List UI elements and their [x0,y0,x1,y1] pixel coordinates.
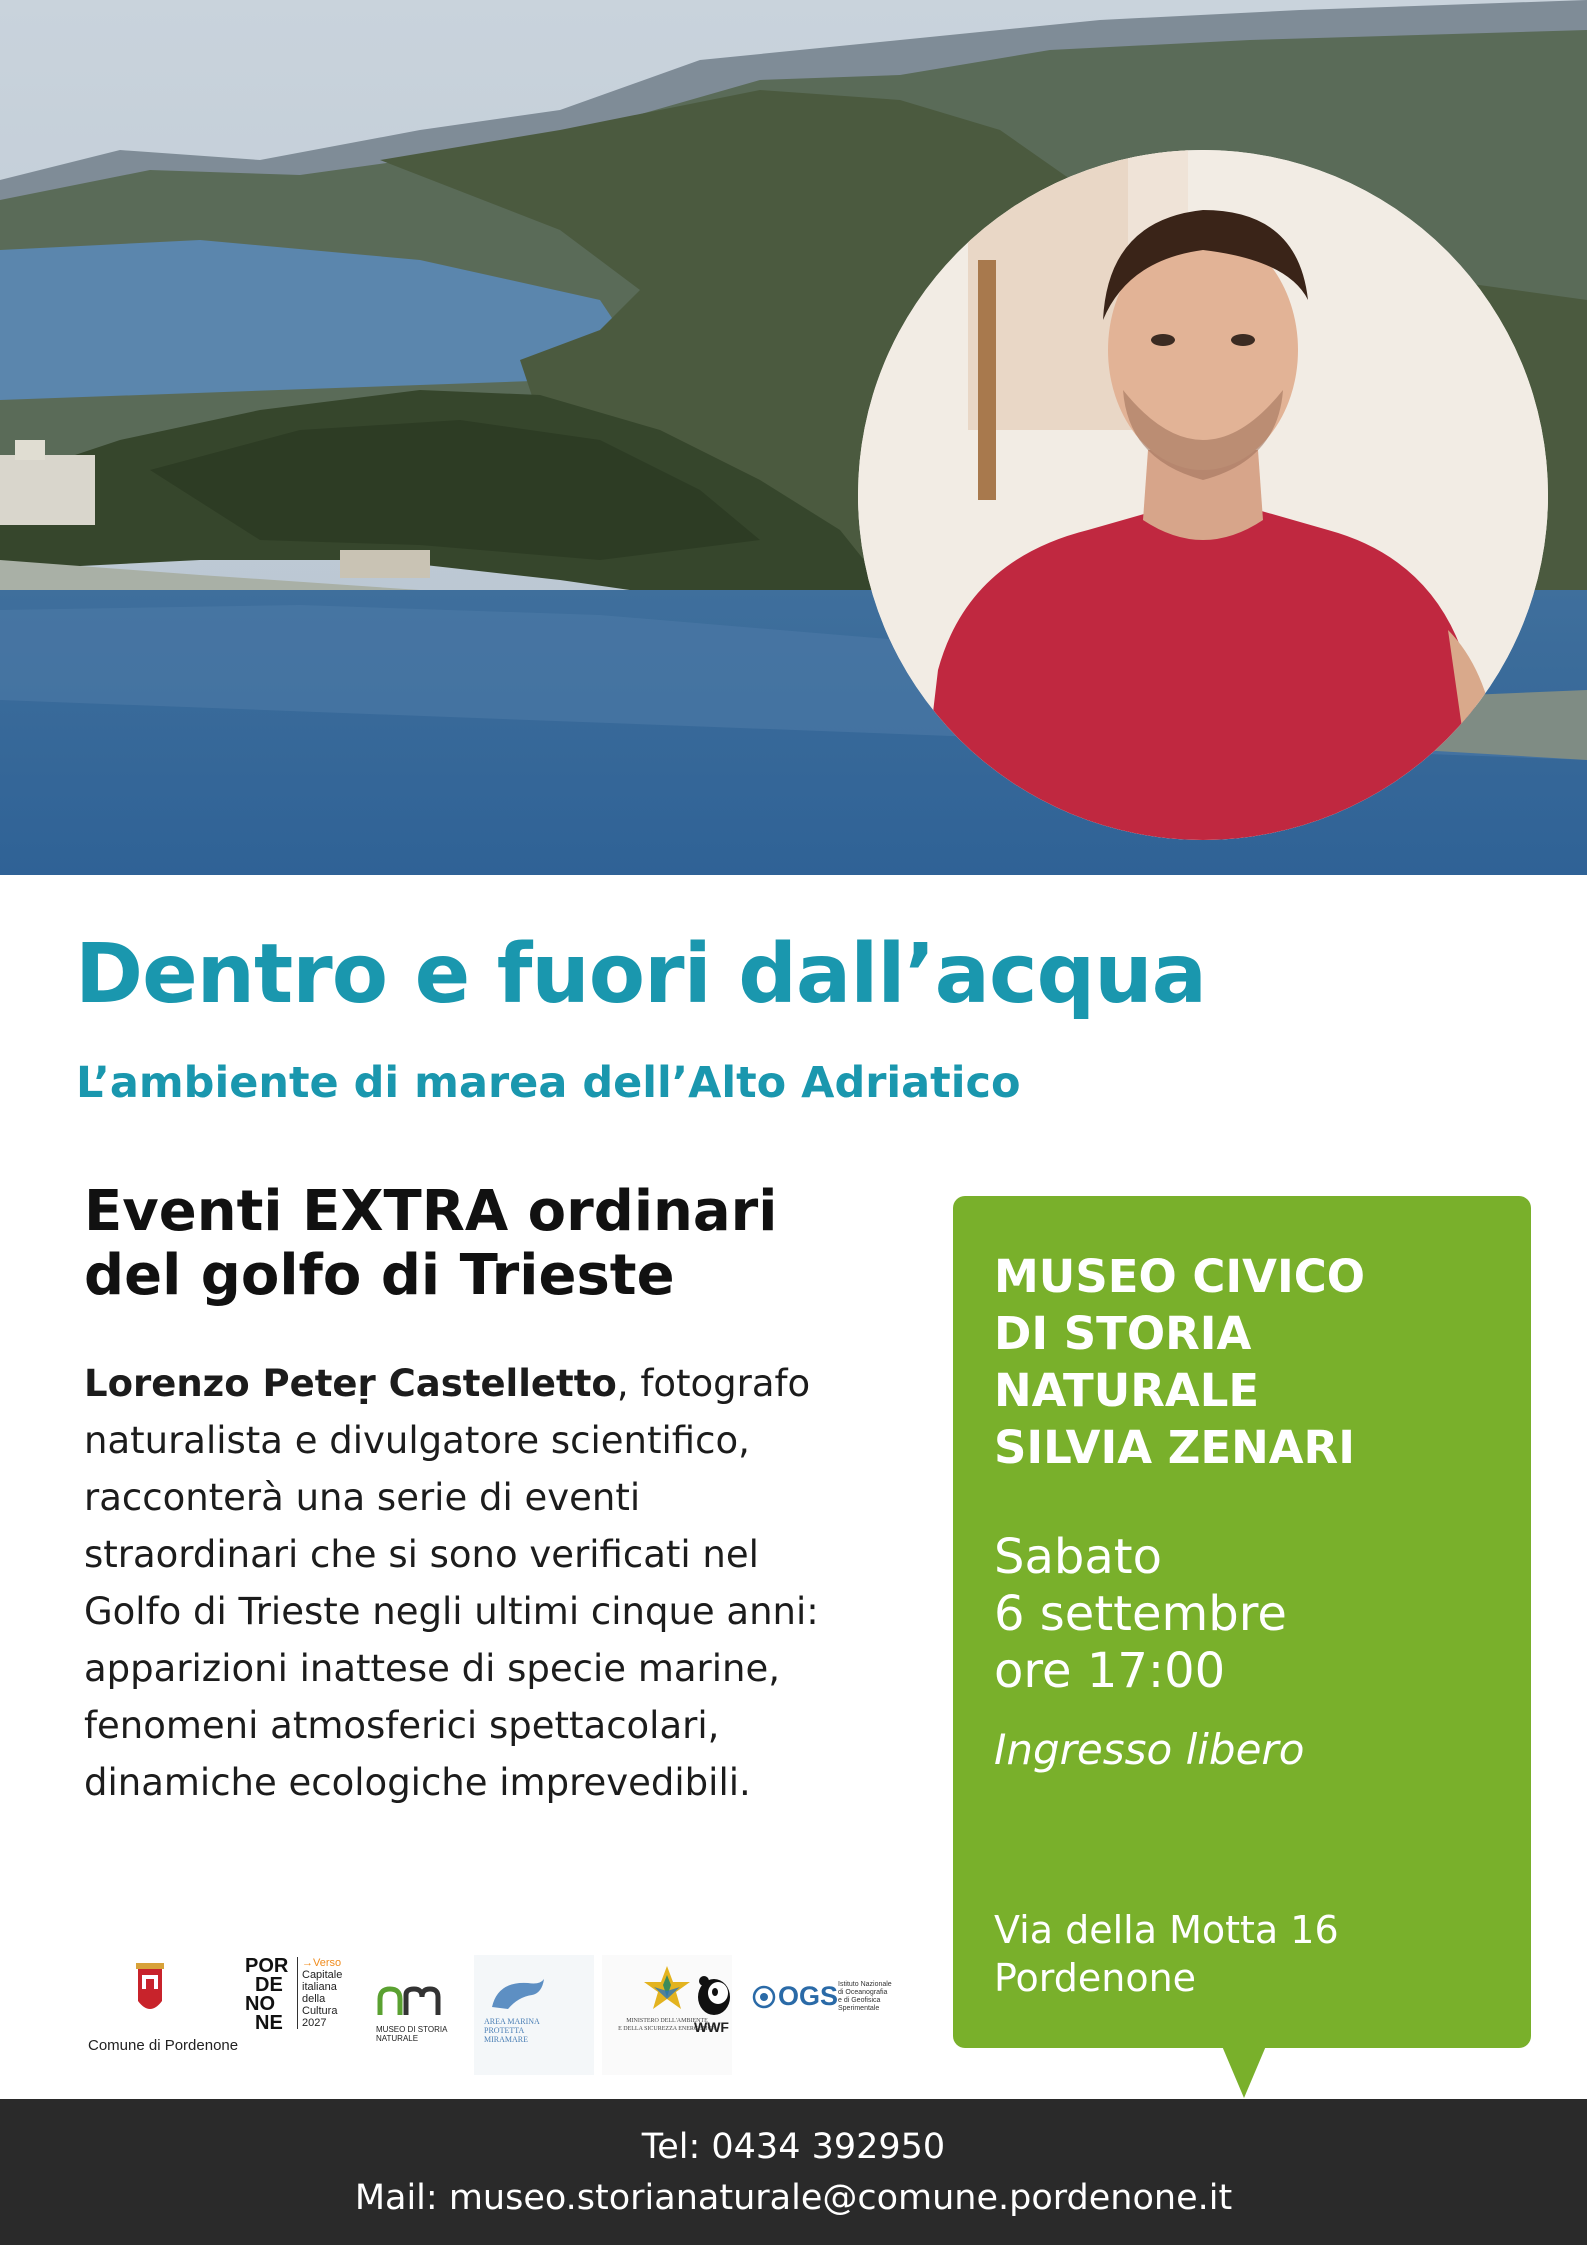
museo-caption-line-1: MUSEO DI STORIA [376,2025,448,2034]
entry-note: Ingresso libero [994,1725,1305,1774]
event-title-line-1: Eventi EXTRA ordinari [84,1179,778,1244]
comune-label: Comune di Pordenone [88,2037,239,2054]
logo-comune-pordenone [80,1955,239,2075]
museum-name [994,1248,1514,1476]
ogs-line-2: di Oceanografia [838,1989,888,1996]
capitale-line-2: italiana [302,1981,337,1993]
footer-email[interactable]: Mail: museo.storianaturale@comune.pordenone.it [354,2178,1233,2218]
wwf-label: WWF [694,2019,729,2035]
pordenone-wordmark [245,1957,288,2033]
page-subtitle: L’ambiente di marea dell’Alto Adriatico [76,1058,1021,1108]
pordenone-word-2: DE [255,1974,283,1996]
museum-name-line-2: DI STORIA [994,1307,1252,1360]
capitale-line-4: Cultura [302,2005,338,2017]
event-day: Sabato [994,1529,1162,1585]
speaker-portrait [858,150,1548,840]
capitale-line-1: Capitale [302,1969,343,1981]
pordenone-word-4: NE [255,2012,283,2034]
page-title: Dentro e fuori dall’acqua [75,927,1206,1022]
event-address [994,1906,1514,2002]
ogs-line-1: Istituto Nazionale [838,1981,892,1988]
sponsor-logos [80,1955,920,2075]
logo-wwf [686,1955,746,2075]
ministero-line-1: MINISTERO DELL'AMBIENTE [626,2018,708,2024]
event-date: 6 settembre [994,1586,1287,1642]
logo-area-marina-miramare [474,1955,594,2075]
event-datetime [994,1529,1514,1700]
speaker-name: Lorenzo Peteṛ Castelletto [84,1362,617,1405]
pordenone-word-3: NO [245,1993,275,2015]
logo-pordenone-capitale [245,1955,355,2075]
miramare-caption [484,2017,540,2044]
logo-ogs [752,1955,912,2075]
miramare-line-1: AREA MARINA [484,2017,540,2026]
event-title [84,1180,904,1308]
address-city: Pordenone [994,1956,1197,2000]
miramare-line-2: PROTETTA [484,2026,525,2035]
logo-museo-storia-naturale [376,1955,466,2075]
capitale-line-3: della [302,1993,326,2005]
event-title-line-2: del golfo di Trieste [84,1243,675,1308]
hero-photo [0,0,1587,875]
capitale-text [297,1957,342,2029]
museum-name-line-3: NATURALE [994,1364,1260,1417]
ministero-star-icon [642,1963,692,2013]
ogs-line-3: e di Geofisica [838,1997,881,2004]
museo-am-icon [376,1981,466,2021]
capitale-line-5: 2027 [302,2017,327,2029]
museum-name-line-4: SILVIA ZENARI [994,1421,1355,1474]
event-time: ore 17:00 [994,1643,1226,1699]
ogs-globe-icon [752,1985,776,2009]
ogs-caption [838,1981,892,2013]
footer-phone[interactable]: Tel: 0434 392950 [641,2127,946,2167]
museo-caption [376,2025,447,2043]
museo-caption-line-2: NATURALE [376,2034,419,2043]
info-box-pointer [1222,2046,1266,2098]
ogs-line-4: Sperimentale [838,2005,880,2012]
address-street: Via della Motta 16 [994,1908,1339,1952]
ogs-label: OGS [778,1981,839,2011]
miramare-line-3: MIRAMARE [484,2035,529,2044]
speaker-portrait-icon [858,150,1548,840]
panda-icon [694,1975,734,2017]
ministero-line-2: E DELLA SICUREZZA ENERGETICA [618,2026,716,2032]
museum-name-line-1: MUSEO CIVICO [994,1250,1366,1303]
dolphin-icon [488,1975,548,2015]
event-description [84,1355,854,1811]
pordenone-word-1: POR [245,1955,289,1977]
contact-footer [0,2099,1587,2245]
pordenone-crest-icon [80,1961,220,2031]
event-info-box [953,1196,1531,2048]
capitale-arrow: →Verso [302,1957,342,1969]
description-text: , fotografo naturalista e divulgatore scientifico, racconterà una serie di eventi straordinari che si sono verificati nel Golfo di Trieste negli ultimi cinque anni: apparizioni inattese di specie marine, fenomeni atmosferici spettacolari, dinamiche ecologiche imprevedibili. [84,1362,819,1804]
